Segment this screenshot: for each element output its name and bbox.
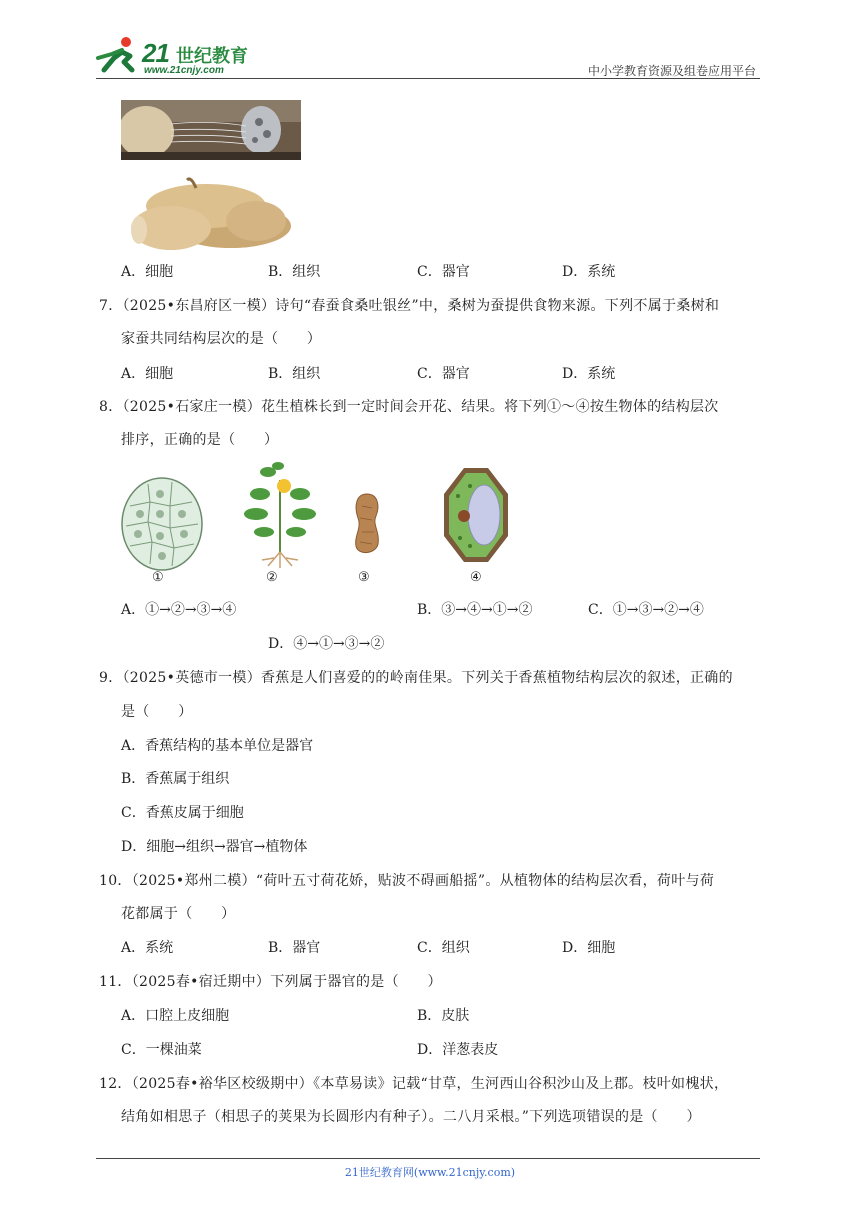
q7-text-line2: 家蚕共同结构层次的是（ ） (121, 331, 322, 347)
q12-text-line2: 结角如相思子（相思子的荚果为长圆形内有种子）。二八月采根。”下列选项错误的是（ ） (121, 1109, 701, 1125)
figure-label-3: ③ (358, 570, 370, 585)
q8-text-line2: 排序，正确的是（ ） (121, 432, 279, 448)
q9-option-c: C．香蕉皮属于细胞 (121, 805, 244, 821)
q7-option-b: B．组织 (268, 366, 321, 382)
q8-figures (118, 460, 518, 590)
q11-option-a: A．口腔上皮细胞 (121, 1008, 230, 1024)
q10-text-line2: 花都属于（ ） (121, 906, 236, 922)
peanut-pod-figure (350, 492, 384, 558)
header-divider (96, 78, 760, 79)
q6-option-a: A．细胞 (121, 264, 174, 280)
q11-option-d: D．洋葱表皮 (417, 1042, 499, 1058)
lotus-root-photo (121, 166, 301, 256)
logo-url: www.21cnjy.com (144, 65, 224, 76)
q6-option-b: B．组织 (268, 264, 321, 280)
lotus-root-silk-photo (121, 100, 301, 160)
q11-option-c: C．一棵油菜 (121, 1042, 202, 1058)
q8-option-d: D．④→①→③→② (268, 636, 385, 652)
logo-number: 21 (142, 38, 169, 68)
footer-divider (96, 1158, 760, 1159)
runner-logo-icon (96, 36, 142, 76)
q9-text-line1: 9．（2025•英德市一模）香蕉是人们喜爱的的岭南佳果。下列关于香蕉植物结构层次的叙述，正确的 (99, 670, 733, 686)
q10-text-line1: 10．（2025•郑州二模）“荷叶五寸荷花娇，贴波不碍画船摇”。从植物体的结构层次看，荷叶与荷 (99, 873, 715, 889)
q10-option-d: D．细胞 (562, 940, 616, 956)
peanut-plant-figure (238, 460, 322, 570)
site-logo (96, 34, 266, 78)
q11-option-b: B．皮肤 (417, 1008, 470, 1024)
plant-cell-figure (440, 464, 512, 566)
q8-option-a: A．①→②→③→④ (121, 602, 237, 618)
logo-title: 世纪教育 (176, 46, 248, 67)
figure-label-2: ② (266, 570, 278, 585)
q8-text-line1: 8．（2025•石家庄一模）花生植株长到一定时间会开花、结果。将下列①～④按生物体的结构层次 (99, 399, 719, 415)
q9-text-line2: 是（ ） (121, 704, 193, 720)
q10-option-a: A．系统 (121, 940, 174, 956)
page-header (96, 34, 760, 80)
figure-label-4: ④ (470, 570, 482, 585)
q6-option-d: D．系统 (562, 264, 616, 280)
footer-link[interactable]: 21世纪教育网(www.21cnjy.com) (344, 1166, 516, 1179)
q7-option-a: A．细胞 (121, 366, 174, 382)
q6-option-c: C．器官 (417, 264, 470, 280)
q7-option-c: C．器官 (417, 366, 470, 382)
figure-label-1: ① (152, 570, 164, 585)
q8-option-b: B．③→④→①→② (417, 602, 533, 618)
q8-option-c: C．①→③→②→④ (588, 602, 704, 618)
q7-text-line1: 7．（2025•东昌府区一模）诗句“春蚕食桑吐银丝”中，桑树为蚕提供食物来源。下列不属于桑树和 (99, 298, 720, 314)
q12-text-line1: 12．（2025春•裕华区校级期中）《本草易读》记载“甘草，生河西山谷积沙山及上郡。枝叶如槐状， (99, 1076, 729, 1092)
q7-option-d: D．系统 (562, 366, 616, 382)
q10-option-c: C．组织 (417, 940, 470, 956)
q10-option-b: B．器官 (268, 940, 321, 956)
q9-option-d: D．细胞→组织→器官→植物体 (121, 839, 308, 855)
platform-name: 中小学教育资源及组卷应用平台 (587, 64, 756, 78)
q11-text-line1: 11．（2025春•宿迁期中）下列属于器官的是（ ） (99, 974, 442, 990)
tissue-figure (120, 476, 204, 572)
q9-option-a: A．香蕉结构的基本单位是器官 (121, 738, 314, 754)
q9-option-b: B．香蕉属于组织 (121, 771, 230, 787)
